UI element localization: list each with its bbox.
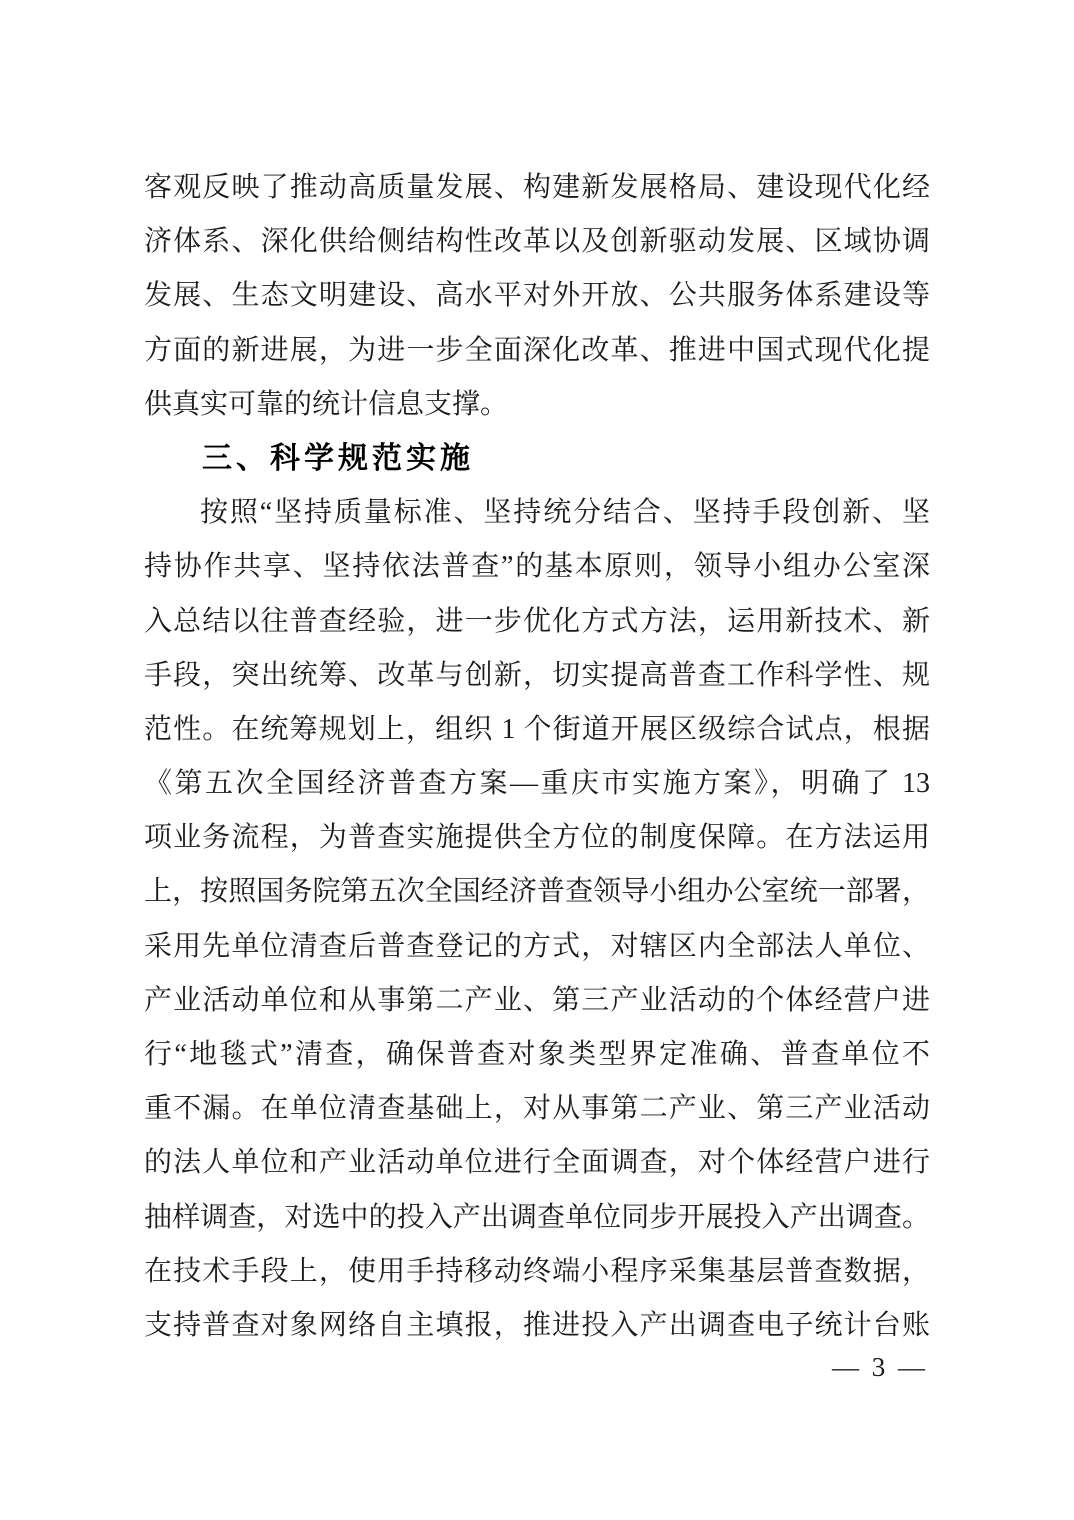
text-line: 客观反映了推动高质量发展、构建新发展格局、建设现代化经 xyxy=(144,172,930,203)
text-line: 入总结以往普查经验，进一步优化方式方法，运用新技术、新 xyxy=(144,605,930,637)
text-line: 手段，突出统筹、改革与创新，切实提高普查工作科学性、规 xyxy=(144,659,930,691)
text-line: 《第五次全国经济普查方案—重庆市实施方案》，明确了 13 xyxy=(144,768,930,800)
text-line: 持协作共享、坚持依法普查”的基本原则，领导小组办公室深 xyxy=(144,551,930,583)
text-line: 在技术手段上，使用手持移动终端小程序采集基层普查数据， xyxy=(144,1255,930,1287)
text-line: 项业务流程，为普查实施提供全方位的制度保障。在方法运用 xyxy=(144,822,930,854)
text-line: 济体系、深化供给侧结构性改革以及创新驱动发展、区域协调 xyxy=(144,226,930,258)
text-line: 重不漏。在单位清查基础上，对从事第二产业、第三产业活动 xyxy=(144,1093,930,1125)
text-line: 采用先单位清查后普查登记的方式，对辖区内全部法人单位、 xyxy=(144,930,930,962)
text-line: 上，按照国务院第五次全国经济普查领导小组办公室统一部署， xyxy=(144,876,930,908)
document-body xyxy=(144,161,930,1353)
text-line: 抽样调查，对选中的投入产出调查单位同步开展投入产出调查。 xyxy=(144,1201,930,1233)
text-line: 支持普查对象网络自主填报，推进投入产出调查电子统计台账 xyxy=(144,1309,930,1341)
text-line: 方面的新进展，为进一步全面深化改革、推进中国式现代化提 xyxy=(144,334,930,366)
text-line: 按照“坚持质量标准、坚持统分结合、坚持手段创新、坚 xyxy=(200,497,930,529)
text-line: 行“地毯式”清查，确保普查对象类型界定准确、普查单位不 xyxy=(144,1039,930,1070)
page-number: — 3 — xyxy=(832,1352,928,1382)
section-heading: 三、科学规范实施 xyxy=(202,441,474,475)
text-line: 产业活动单位和从事第二产业、第三产业活动的个体经营户进 xyxy=(144,984,930,1016)
text-line: 发展、生态文明建设、高水平对外开放、公共服务体系建设等 xyxy=(144,280,930,312)
text-line: 供真实可靠的统计信息支撑。 xyxy=(144,388,509,420)
text-line: 的法人单位和产业活动单位进行全面调查，对个体经营户进行 xyxy=(144,1147,930,1179)
text-line: 范性。在统筹规划上，组织 1 个街道开展区级综合试点，根据 xyxy=(144,713,930,745)
